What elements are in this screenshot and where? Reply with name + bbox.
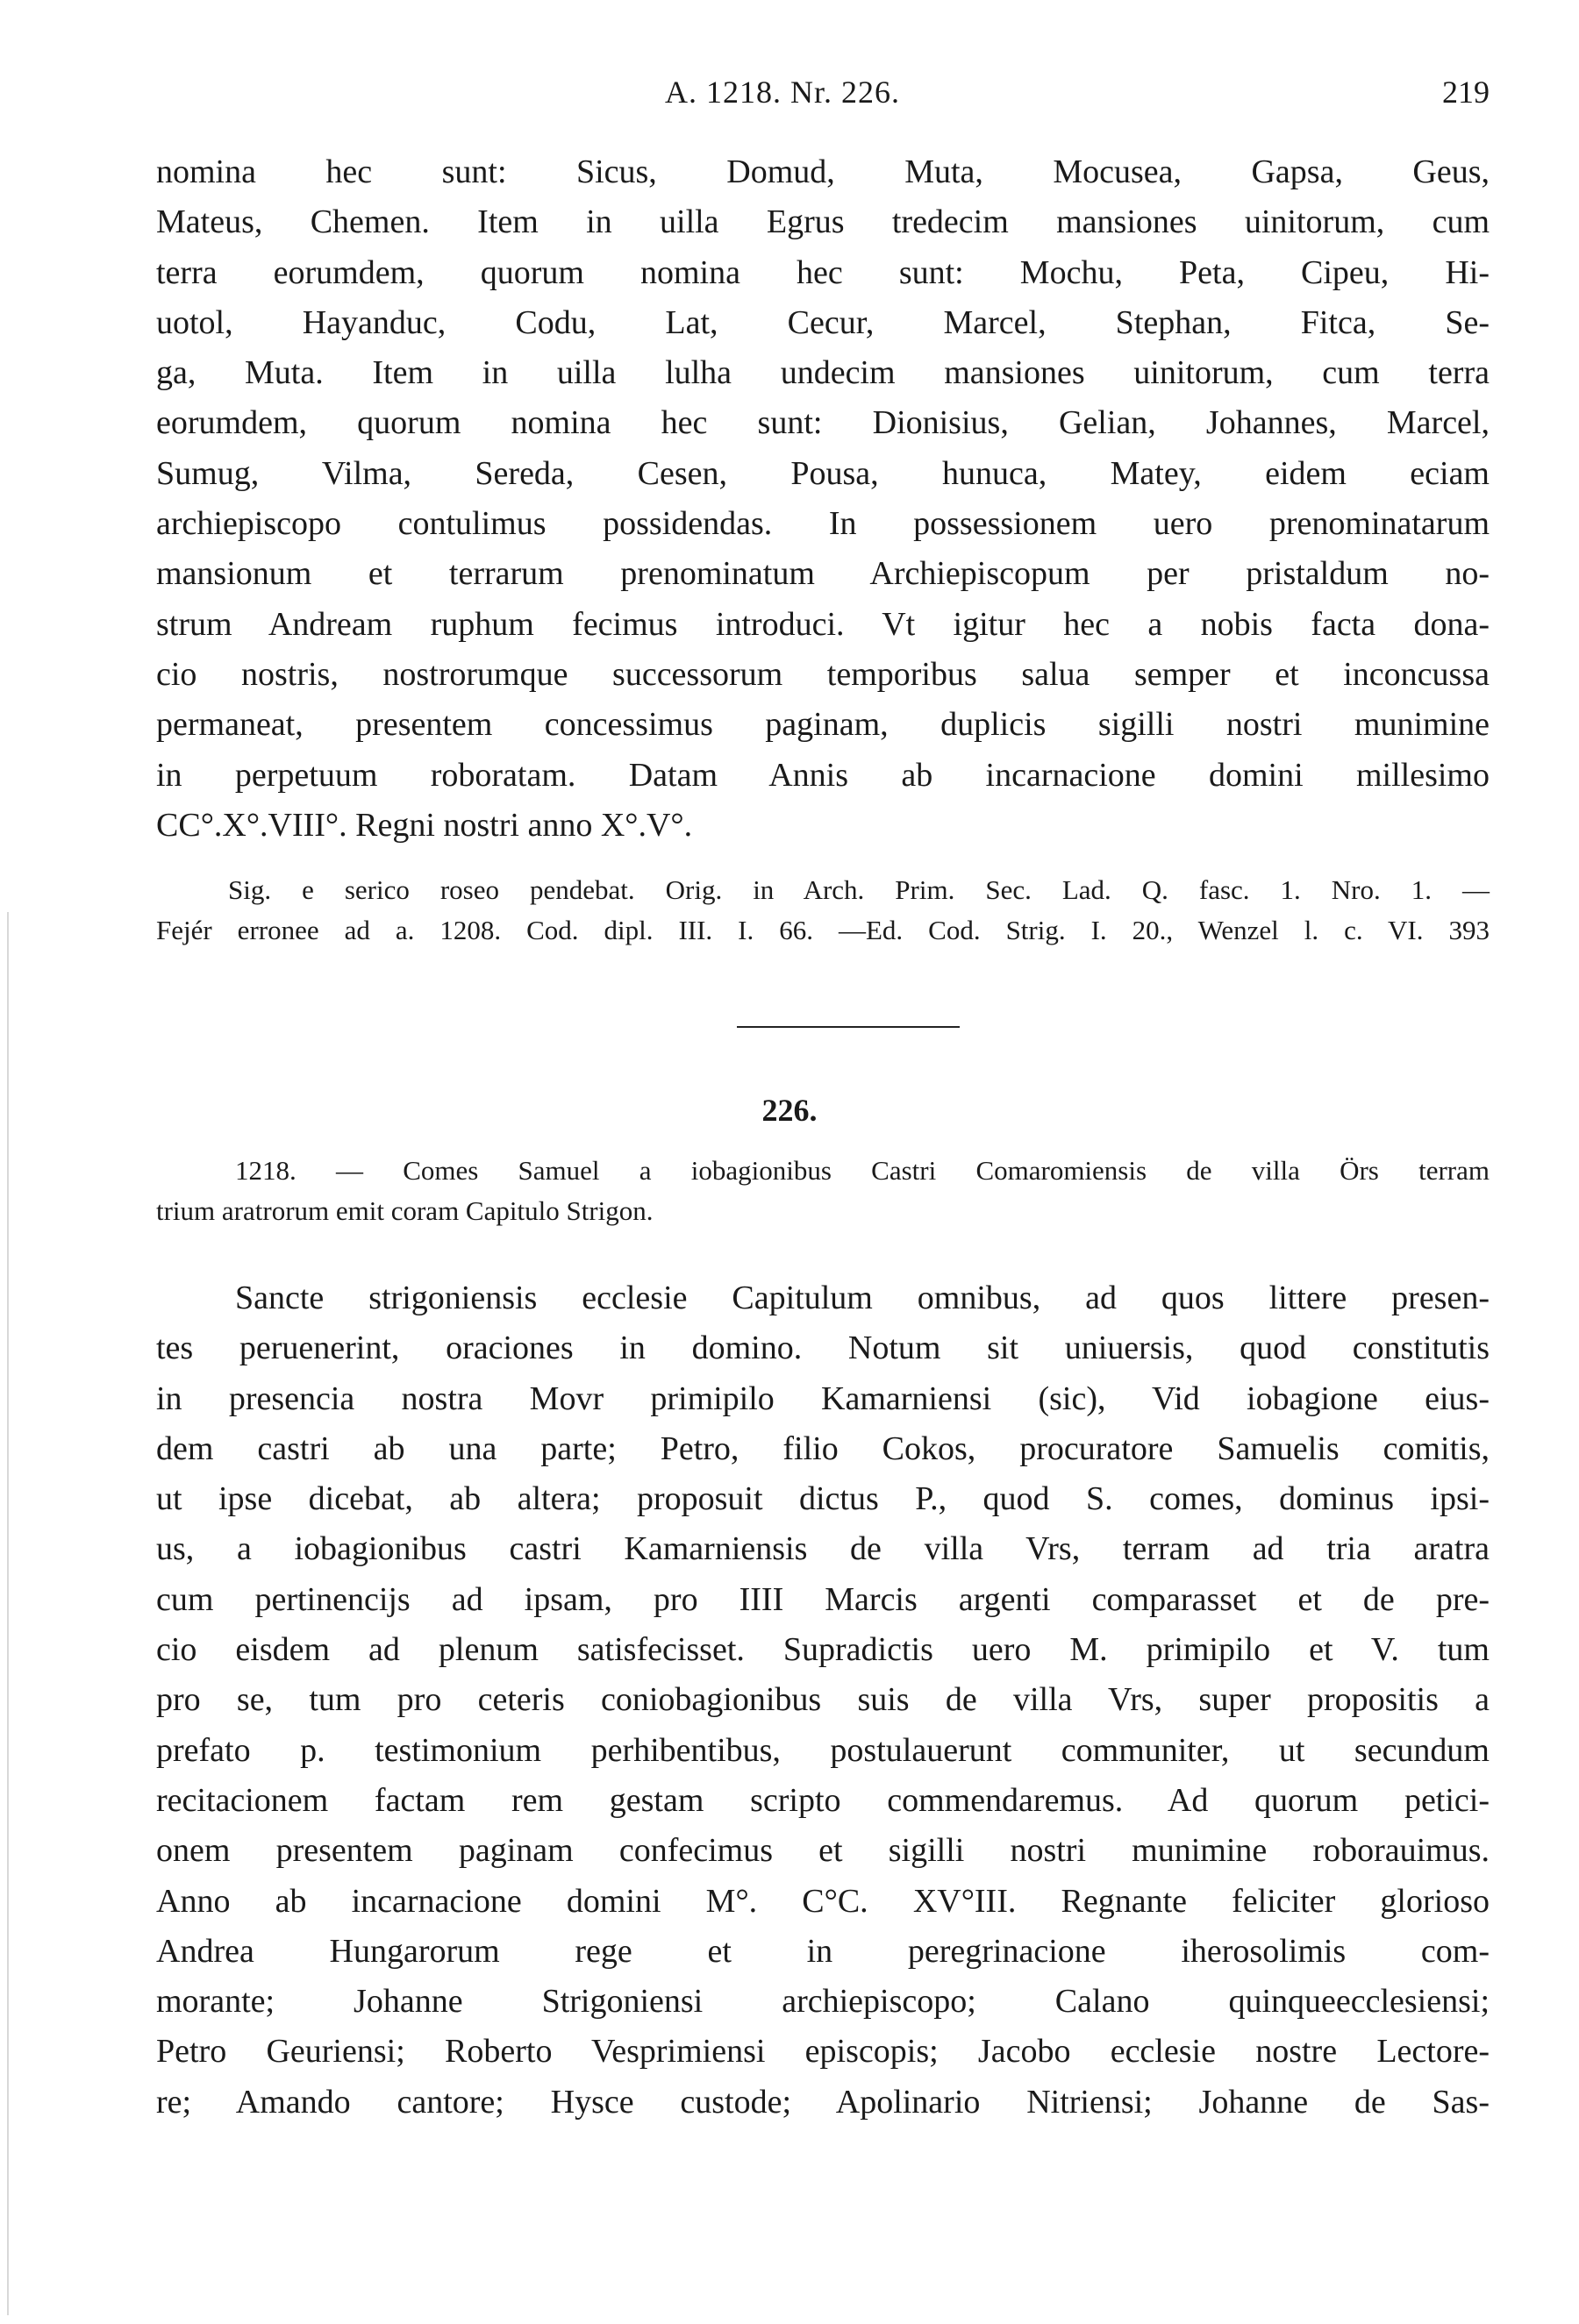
previous-charter-paragraph: [156, 147, 1490, 851]
text-line: pro se, tum pro ceteris coniobagionibus suis de villa Vrs, super propositis a: [156, 1681, 1490, 1719]
text-line: in presencia nostra Movr primipilo Kamarniensi (sic), Vid iobagione eius-: [156, 1379, 1490, 1417]
source-note: [156, 870, 1490, 951]
text-line: Anno ab incarnacione domini M°. C°C. XV°III. Regnante feliciter glorioso: [156, 1882, 1490, 1920]
document-summary: [156, 1151, 1490, 1231]
text-line: us, a iobagionibus castri Kamarniensis de villa Vrs, terram ad tria aratra: [156, 1530, 1490, 1568]
note-line: Sig. e serico roseo pendebat. Orig. in Arch. Prim. Sec. Lad. Q. fasc. 1. Nro. 1. —: [228, 874, 1490, 905]
running-head: A. 1218. Nr. 226.: [665, 75, 900, 110]
text-line: CC°.X°.VIII°. Regni nostri anno X°.V°.: [156, 806, 693, 844]
text-line: ga, Muta. Item in uilla lulha undecim mansiones uinitorum, cum terra: [156, 354, 1490, 392]
text-line: cum pertinencijs ad ipsam, pro IIII Marcis argenti comparasset et de pre-: [156, 1580, 1490, 1618]
text-line: onem presentem paginam confecimus et sigilli nostri munimine roborauimus.: [156, 1832, 1490, 1870]
section-divider: [737, 1026, 960, 1028]
page-number: 219: [1442, 75, 1490, 110]
page-header: [156, 74, 1490, 118]
text-line: morante; Johanne Strigoniensi archiepiscopo; Calano quinqueecclesiensi;: [156, 1983, 1490, 2021]
summary-line: 1218. — Comes Samuel a iobagionibus Castri Comaromiensis de villa Örs terram: [235, 1155, 1490, 1186]
text-line: uotol, Hayanduc, Codu, Lat, Cecur, Marcel, Stephan, Fitca, Se-: [156, 303, 1490, 341]
text-line: eorumdem, quorum nomina hec sunt: Dionisius, Gelian, Johannes, Marcel,: [156, 404, 1490, 442]
charter-text: [156, 1273, 1490, 2128]
text-line: ut ipse dicebat, ab altera; proposuit dictus P., quod S. comes, dominus ipsi-: [156, 1480, 1490, 1518]
text-line: permaneat, presentem concessimus paginam, duplicis sigilli nostri munimine: [156, 706, 1490, 744]
text-line: cio nostris, nostrorumque successorum temporibus salua semper et inconcussa: [156, 655, 1490, 693]
text-line: Andrea Hungarorum rege et in peregrinacione iherosolimis com-: [156, 1932, 1490, 1970]
previous-charter-text: [156, 147, 1490, 851]
text-line: recitacionem factam rem gestam scripto commendaremus. Ad quorum petici-: [156, 1781, 1490, 1819]
text-line: prefato p. testimonium perhibentibus, postulauerunt communiter, ut secundum: [156, 1731, 1490, 1769]
charter-paragraph: [156, 1273, 1490, 2128]
regest: [156, 1151, 1490, 1231]
text-line: cio eisdem ad plenum satisfecisset. Supradictis uero M. primipilo et V. tum: [156, 1631, 1490, 1669]
text-line: archiepiscopo contulimus possidendas. In possessionem uero prenominatarum: [156, 505, 1490, 543]
text-line: tes peruenerint, oraciones in domino. Notum sit uniuersis, quod constitutis: [156, 1330, 1490, 1367]
previous-charter-source-note: [156, 870, 1490, 951]
document-number: 226.: [761, 1093, 818, 1128]
text-line: Sancte strigoniensis ecclesie Capitulum omnibus, ad quos littere presen-: [235, 1280, 1490, 1316]
text-line: in perpetuum roboratam. Datam Annis ab incarnacione domini millesimo: [156, 756, 1490, 794]
text-line: dem castri ab una parte; Petro, filio Cokos, procuratore Samuelis comitis,: [156, 1429, 1490, 1467]
text-line: strum Andream ruphum fecimus introduci. Vt igitur hec a nobis facta dona-: [156, 605, 1490, 643]
text-line: mansionum et terrarum prenominatum Archiepiscopum per pristaldum no-: [156, 555, 1490, 593]
text-line: Sumug, Vilma, Sereda, Cesen, Pousa, hunuca, Matey, eidem eciam: [156, 454, 1490, 492]
note-line: Fejér erronee ad a. 1208. Cod. dipl. III. I. 66. —Ed. Cod. Strig. I. 20., Wenzel l. c. VI. 393: [156, 915, 1490, 945]
text-line: Petro Geuriensi; Roberto Vesprimiensi episcopis; Jacobo ecclesie nostre Lectore-: [156, 2033, 1490, 2071]
text-line: nomina hec sunt: Sicus, Domud, Muta, Mocusea, Gapsa, Geus,: [156, 153, 1490, 190]
text-line: terra eorumdem, quorum nomina hec sunt: Mochu, Peta, Cipeu, Hi-: [156, 253, 1490, 291]
text-line: Mateus, Chemen. Item in uilla Egrus tredecim mansiones uinitorum, cum: [156, 203, 1490, 241]
text-line: re; Amando cantore; Hysce custode; Apolinario Nitriensi; Johanne de Sas-: [156, 2083, 1490, 2121]
summary-line: trium aratrorum emit coram Capitulo Strigon.: [156, 1195, 654, 1226]
